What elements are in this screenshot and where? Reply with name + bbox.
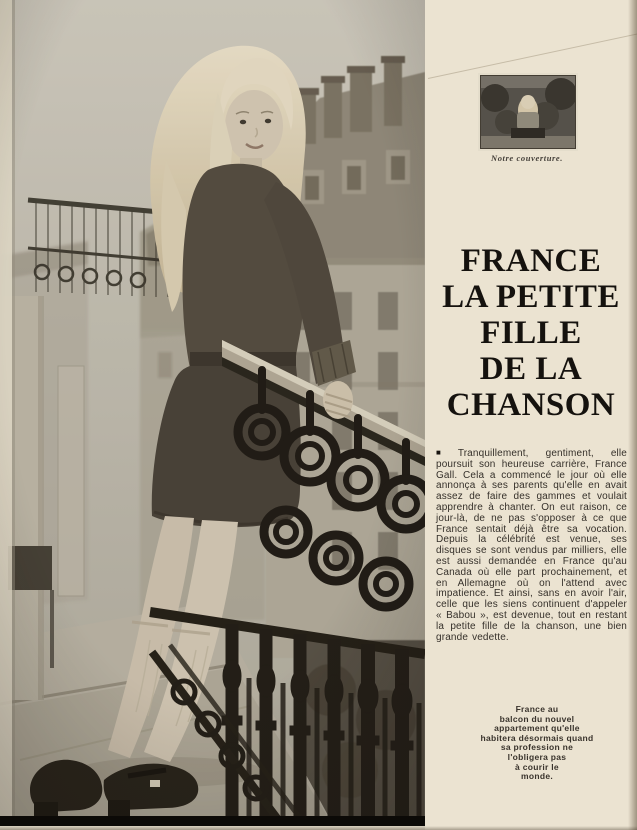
cover-figure-body — [517, 112, 539, 130]
photo-caption-line: habitera désormais quand — [480, 732, 594, 743]
headline-line-5: CHANSON — [446, 387, 616, 423]
photo-caption-line: à courir le — [515, 761, 559, 772]
article-column — [425, 0, 637, 830]
article-text: Tranquillement, gentiment, elle poursuit son heureuse carrière, France Gall. Cela a commencé le jour où elle annonça à ses parents qu'elle en avait assez de faire des gammes et voulait apprendre à chanter. On eut raison, ce jour-là, de ne pas s'opposer à ce que France sentait déjà être sa vocation. Depuis la célébrité est venue, ses disques se sont vendus par milliers, elle est aussi demandée en France qu'au Canada où elle part prochainement, et en Allemagne où on l'attend avec impatience. Et ainsi, sans en avoir l'air, celle que les siens continuent d'appeler « Babou », est devenue, tout en restant la petite fille de la chanson, une bien grande vedette. — [436, 448, 627, 643]
photo-caption-line: l'obligera pas — [507, 751, 567, 762]
article-paragraph — [436, 449, 627, 643]
headline-line-2: LA PETITE — [442, 279, 620, 315]
photo-bottom-bar — [0, 816, 425, 826]
cover-thumbnail-illustration — [481, 76, 575, 148]
photo-caption-line: France au — [515, 704, 559, 714]
photo-caption — [441, 705, 633, 782]
headline-line-1: FRANCE — [460, 243, 602, 279]
square-bullet-icon: ■ — [436, 448, 454, 457]
headline — [427, 243, 635, 423]
photo-caption-line: monde. — [520, 771, 554, 782]
headline-line-4: DE LA — [479, 351, 583, 387]
photo-caption-line: balcon du nouvel — [499, 713, 575, 724]
photo-caption-line: appartement qu'elle — [494, 723, 580, 734]
cover-thumbnail — [480, 75, 576, 149]
photo-caption-line: sa profession ne — [500, 742, 574, 753]
cover-caption: Notre couverture. — [490, 153, 564, 163]
headline-line-3: FILLE — [480, 315, 582, 351]
